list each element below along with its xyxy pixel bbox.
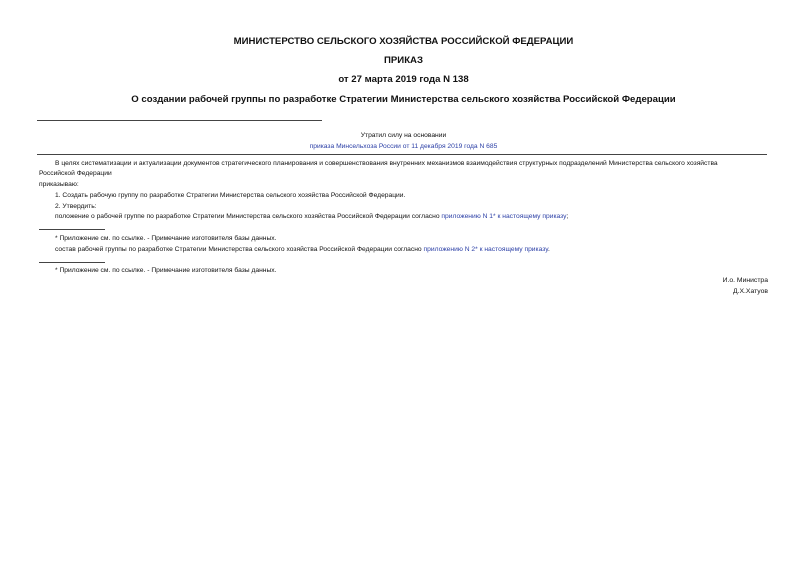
signatory-name: Д.Х.Хатуов <box>733 288 768 295</box>
notice-link[interactable]: приказа Минсельхоза России от 11 декабря 2019 года N 685 <box>309 143 498 150</box>
item-2b-end: . <box>547 246 550 253</box>
footnote-divider <box>39 262 105 263</box>
item-2b <box>55 245 550 254</box>
divider <box>37 154 767 155</box>
item-2a <box>55 212 568 221</box>
intro-paragraph: В целях систематизации и актуализации документов стратегического планирования и совершенствования внутренних механизмов взаимодействия структурных подразделений Министерства сельского хозяйства <box>55 160 718 167</box>
document-title: О создании рабочей группы по разработке Стратегии Министерства сельского хозяйства Российской Федерации <box>131 94 676 105</box>
notice-text: Утратил силу на основании <box>360 132 447 139</box>
appendix-1-link[interactable]: приложению N 1* к настоящему приказу <box>441 213 567 220</box>
divider <box>37 120 322 121</box>
ministry-heading: МИНИСТЕРСТВО СЕЛЬСКОГО ХОЗЯЙСТВА РОССИЙСКОЙ ФЕДЕРАЦИИ <box>233 36 574 47</box>
item-2b-text: состав рабочей группы по разработке Стратегии Министерства сельского хозяйства Российской Федерации согласно <box>55 246 424 253</box>
item-2: 2. Утвердить: <box>55 203 97 210</box>
item-2a-text: положение о рабочей группе по разработке Стратегии Министерства сельского хозяйства Российской Федерации согласно <box>55 213 442 220</box>
intro-paragraph-continued: Российской Федерации <box>39 170 112 177</box>
signatory-position: И.о. Министра <box>722 277 768 284</box>
footnote-2: * Приложение см. по ссылке. - Примечание изготовителя базы данных. <box>55 267 277 274</box>
appendix-2-link[interactable]: приложению N 2* к настоящему приказу <box>423 246 548 253</box>
order-word: приказываю: <box>39 181 79 188</box>
item-2a-end: ; <box>566 213 569 220</box>
footnote-1: * Приложение см. по ссылке. - Примечание изготовителя базы данных. <box>55 235 277 242</box>
document-type: ПРИКАЗ <box>384 55 423 66</box>
document-date-number: от 27 марта 2019 года N 138 <box>338 74 469 85</box>
footnote-divider <box>39 229 105 230</box>
item-1: 1. Создать рабочую группу по разработке Стратегии Министерства сельского хозяйства Российской Федерации. <box>55 192 406 199</box>
